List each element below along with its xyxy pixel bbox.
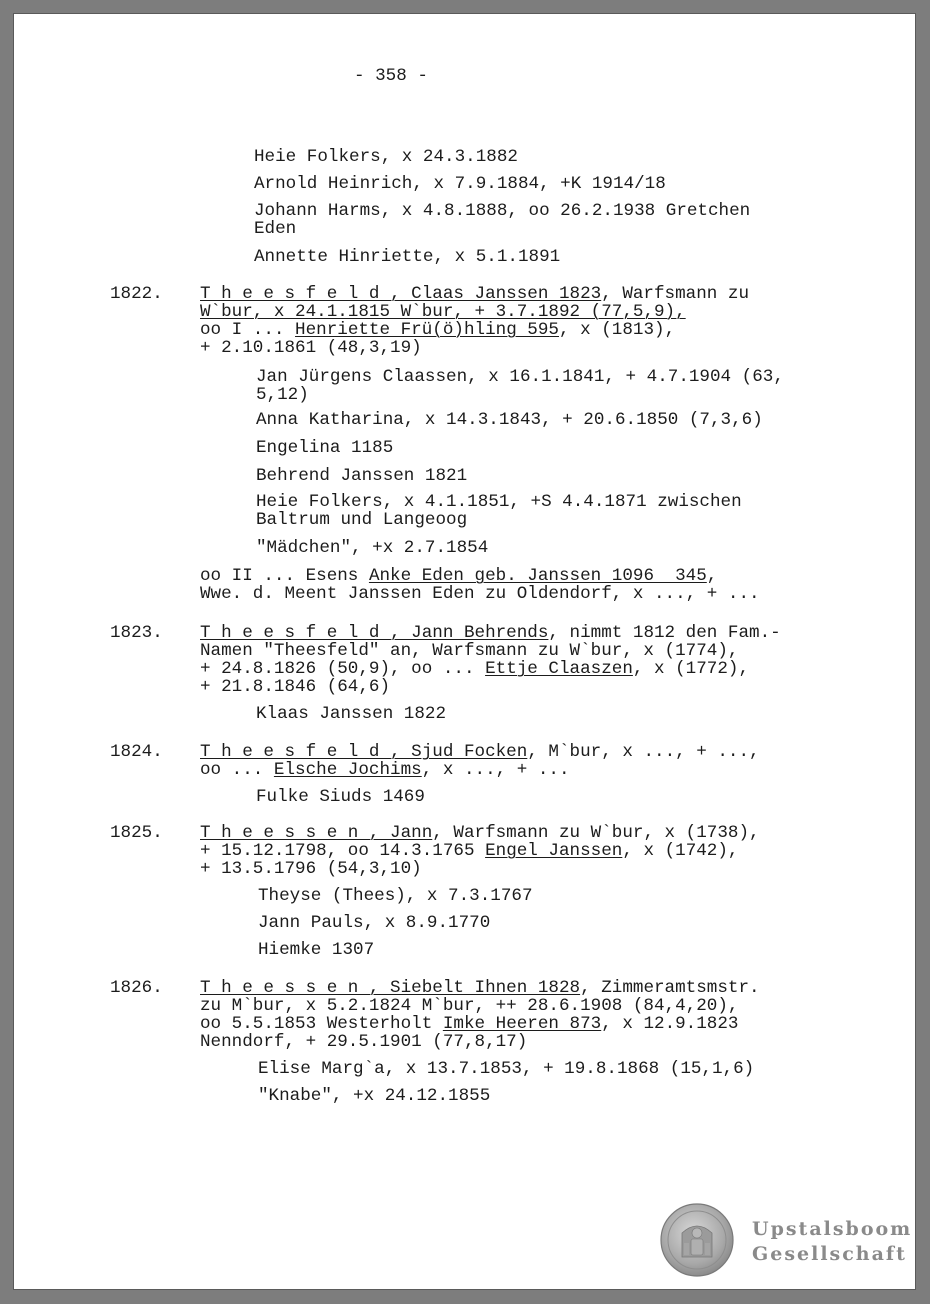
text-line — [200, 321, 675, 339]
text-line — [256, 411, 763, 429]
text-line — [254, 148, 518, 166]
brand-name-line1: Upstalsboom — [752, 1218, 913, 1240]
text-line — [200, 860, 422, 878]
text-line — [200, 285, 749, 303]
text-line — [200, 979, 760, 997]
text-segment: oo ... — [200, 760, 274, 780]
text-segment: , Zimmeramtsmstr. — [580, 978, 760, 998]
text-segment: "Mädchen", +x 2.7.1854 — [256, 538, 489, 558]
text-line — [258, 914, 490, 932]
text-line — [110, 979, 163, 997]
text-line — [256, 705, 446, 723]
text-line — [258, 1087, 490, 1105]
text-line — [256, 539, 488, 557]
text-segment: oo II ... Esens — [200, 566, 369, 586]
underlined-name: Anke Eden geb. Janssen 1096 345 — [368, 566, 707, 586]
text-line — [200, 824, 760, 842]
text-segment: - 358 - — [354, 66, 428, 86]
text-segment: + 13.5.1796 (54,3,10) — [200, 859, 422, 879]
text-line — [256, 386, 309, 404]
text-segment: Hiemke 1307 — [258, 940, 375, 960]
text-segment: Nenndorf, + 29.5.1901 (77,8,17) — [200, 1032, 528, 1052]
text-segment: + 24.8.1826 (50,9), oo ... — [200, 659, 486, 679]
underlined-name: T h e e s f e l d , Sjud Focken — [200, 742, 528, 762]
text-segment: 1822. — [110, 284, 163, 304]
text-line — [200, 642, 738, 660]
text-segment: , nimmt 1812 den Fam.- — [548, 623, 781, 643]
text-segment: + 15.12.1798, oo 14.3.1765 — [200, 841, 486, 861]
text-line — [258, 887, 533, 905]
text-line — [200, 567, 717, 585]
text-segment: Namen "Theesfeld" an, Warfsmann zu W`bur, x (1774), — [200, 641, 739, 661]
text-line — [200, 339, 422, 357]
text-segment: Behrend Janssen 1821 — [256, 466, 468, 486]
text-segment: + 2.10.1861 (48,3,19) — [200, 338, 422, 358]
text-segment: oo I ... — [200, 320, 296, 340]
text-segment: Fulke Siuds 1469 — [256, 787, 425, 807]
text-segment: Jann Pauls, x 8.9.1770 — [258, 913, 491, 933]
text-segment: , x 12.9.1823 — [601, 1014, 739, 1034]
text-segment: Heie Folkers, x 4.1.1851, +S 4.4.1871 zwischen — [256, 492, 742, 512]
underlined-name: Ettje Claaszen — [485, 659, 633, 679]
text-segment: 1824. — [110, 742, 163, 762]
text-line — [200, 743, 760, 761]
text-segment: , — [706, 566, 718, 586]
text-segment: + 21.8.1846 (64,6) — [200, 677, 391, 697]
text-line — [254, 248, 560, 266]
text-line — [200, 1033, 527, 1051]
text-line — [256, 493, 742, 511]
text-line — [110, 743, 163, 761]
text-segment: 1826. — [110, 978, 163, 998]
text-line — [256, 467, 467, 485]
text-segment: Baltrum und Langeoog — [256, 510, 468, 530]
text-line — [200, 761, 570, 779]
underlined-name: T h e e s s e n , Siebelt Ihnen 1828 — [200, 978, 581, 998]
text-segment: , x (1742), — [622, 841, 739, 861]
underlined-name: T h e e s s e n , Jann — [200, 823, 433, 843]
text-line — [256, 788, 425, 806]
text-segment: Klaas Janssen 1822 — [256, 704, 447, 724]
text-segment: "Knabe", +x 24.12.1855 — [258, 1086, 491, 1106]
text-segment: Theyse (Thees), x 7.3.1767 — [258, 886, 533, 906]
text-segment: , Warfsmann zu W`bur, x (1738), — [432, 823, 760, 843]
text-segment: Elise Marg`a, x 13.7.1853, + 19.8.1868 (15,1,6) — [258, 1059, 755, 1079]
text-segment: Wwe. d. Meent Janssen Eden zu Oldendorf, x ..., + ... — [200, 584, 760, 604]
text-line — [258, 941, 374, 959]
text-line — [110, 624, 163, 642]
text-segment: Johann Harms, x 4.8.1888, oo 26.2.1938 Gretchen — [254, 201, 751, 221]
text-line — [200, 997, 738, 1015]
text-line — [254, 175, 666, 193]
underlined-name: T h e e s f e l d , Jann Behrends — [200, 623, 549, 643]
underlined-name: T h e e s f e l d , Claas Janssen 1823 — [200, 284, 602, 304]
text-line — [200, 624, 781, 642]
text-segment: , x (1772), — [632, 659, 750, 679]
brand-name-line2: Gesellschaft — [752, 1243, 907, 1265]
text-line — [200, 1015, 738, 1033]
text-line — [200, 585, 760, 603]
text-line — [200, 660, 749, 678]
text-line — [110, 824, 163, 842]
text-segment: 5,12) — [256, 385, 309, 405]
text-segment: Heie Folkers, x 24.3.1882 — [254, 147, 518, 167]
text-segment: , x (1813), — [558, 320, 676, 340]
text-line — [254, 202, 750, 220]
text-segment: 1823. — [110, 623, 163, 643]
text-line — [200, 303, 686, 321]
text-segment: Eden — [254, 219, 297, 239]
society-seal-icon — [660, 1203, 734, 1277]
text-segment: Annette Hinriette, x 5.1.1891 — [254, 247, 561, 267]
text-line — [256, 439, 393, 457]
text-line — [200, 842, 738, 860]
underlined-name: Elsche Jochims — [273, 760, 422, 780]
text-segment: oo 5.5.1853 Westerholt — [200, 1014, 443, 1034]
text-segment: Arnold Heinrich, x 7.9.1884, +K 1914/18 — [254, 174, 666, 194]
text-line — [256, 511, 467, 529]
text-segment: Engelina 1185 — [256, 438, 394, 458]
underlined-name: Imke Heeren 873 — [442, 1014, 602, 1034]
text-segment: zu M`bur, x 5.2.1824 M`bur, ++ 28.6.1908 (84,4,20), — [200, 996, 739, 1016]
text-segment: , Warfsmann zu — [601, 284, 750, 304]
text-line — [110, 285, 163, 303]
text-segment: , M`bur, x ..., + ..., — [527, 742, 760, 762]
text-line — [258, 1060, 754, 1078]
text-line — [256, 368, 784, 386]
text-segment: Jan Jürgens Claassen, x 16.1.1841, + 4.7.1904 (63, — [256, 367, 784, 387]
underlined-name: Henriette Frü(ö)hling 595 — [295, 320, 559, 340]
text-line — [200, 678, 390, 696]
text-segment: 1825. — [110, 823, 163, 843]
underlined-name: Engel Janssen — [485, 841, 623, 861]
text-segment: Anna Katharina, x 14.3.1843, + 20.6.1850 (7,3,6) — [256, 410, 763, 430]
page-number — [354, 67, 428, 85]
underlined-name: W`bur, x 24.1.1815 W`bur, + 3.7.1892 (77,5,9), — [200, 302, 686, 322]
text-line — [254, 220, 296, 238]
text-segment: , x ..., + ... — [421, 760, 570, 780]
